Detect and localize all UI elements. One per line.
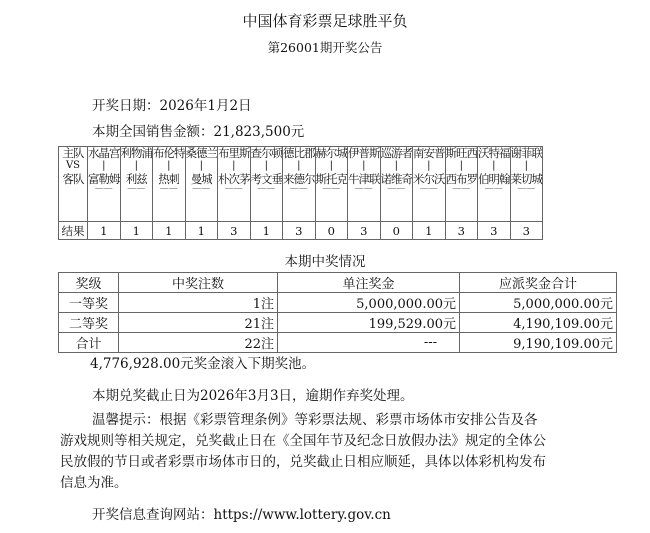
separator: —— <box>127 184 146 194</box>
deadline-note: 本期兑奖截止日为2026年3月3日，逾期作弃奖处理。 <box>92 388 414 404</box>
match-column <box>218 147 251 222</box>
reminder-line: 民放假的节日或者彩票市场体市日的，兑奖截止日相应顺延，具体以体彩机构发布 <box>60 454 546 470</box>
separator: —— <box>159 184 178 194</box>
page-title: 中国体育彩票足球胜平负 <box>242 12 408 30</box>
separator: —— <box>322 184 341 194</box>
away-label: 客队 <box>62 173 84 185</box>
match-column <box>348 147 381 222</box>
separator: —— <box>224 184 243 194</box>
home-team: 伊普斯 <box>348 147 380 159</box>
home-team: 斯旺西 <box>445 147 477 159</box>
separator: —— <box>289 184 308 194</box>
vs-mark: | <box>297 160 301 171</box>
home-team: 利物浦 <box>120 147 152 159</box>
vs-mark: | <box>199 160 203 171</box>
separator: —— <box>484 184 503 194</box>
prize-total: 4,190,109.00元 <box>460 313 617 333</box>
prize-total: 5,000,000.00元 <box>460 293 617 313</box>
result-label: 结果 <box>59 222 88 240</box>
prize-count: 1注 <box>119 293 278 313</box>
header-per: 单注奖金 <box>278 273 460 293</box>
home-team: 布里斯 <box>218 147 250 159</box>
match-result: 3 <box>218 222 251 240</box>
match-column <box>413 147 446 222</box>
match-column <box>250 147 283 222</box>
vs-mark: | <box>102 160 106 171</box>
match-column <box>478 147 511 222</box>
vs-mark: | <box>427 160 431 171</box>
vs-mark: | <box>394 160 398 171</box>
match-column <box>380 147 413 222</box>
away-team: 诺维奇 <box>380 173 412 185</box>
match-result: 1 <box>88 222 121 240</box>
match-result: 3 <box>445 222 478 240</box>
reminder-line: 信息为准。 <box>60 475 128 491</box>
prize-header-row <box>59 273 617 293</box>
prize-per: 5,000,000.00元 <box>278 293 460 313</box>
separator: —— <box>387 184 406 194</box>
prize-level: 一等奖 <box>59 293 119 313</box>
website-line <box>92 503 391 523</box>
match-column <box>88 147 121 222</box>
rollover-note: 4,776,928.00元奖金滚入下期奖池。 <box>90 356 316 372</box>
prize-per: --- <box>278 333 460 353</box>
match-result: 1 <box>250 222 283 240</box>
match-column <box>315 147 348 222</box>
away-team: 富勒姆 <box>88 173 120 185</box>
match-column <box>510 147 543 222</box>
away-team: 米尔沃 <box>413 173 445 185</box>
sales-amount: 21,823,500元 <box>213 124 305 140</box>
match-column <box>445 147 478 222</box>
prize-row-first <box>59 293 617 313</box>
match-column <box>120 147 153 222</box>
vs-mark: | <box>459 160 463 171</box>
vs-mark: | <box>329 160 333 171</box>
match-column <box>185 147 218 222</box>
vs-mark: | <box>167 160 171 171</box>
website-link[interactable]: https://www.lottery.gov.cn <box>213 507 391 523</box>
home-team: 德比郡 <box>283 147 315 159</box>
prize-table <box>58 272 617 353</box>
prize-count: 21注 <box>119 313 278 333</box>
vs-mark: | <box>492 160 496 171</box>
home-label: 主队 <box>62 147 84 159</box>
draw-date-line <box>92 94 252 114</box>
home-team: 沃特福 <box>478 147 510 159</box>
prize-total: 9,190,109.00元 <box>460 333 617 353</box>
match-column <box>283 147 316 222</box>
home-team: 谢菲联 <box>510 147 542 159</box>
separator: —— <box>517 184 536 194</box>
prize-level: 合计 <box>59 333 119 353</box>
header-count: 中奖注数 <box>119 273 278 293</box>
prize-per: 199,529.00元 <box>278 313 460 333</box>
vs-mark: | <box>232 160 236 171</box>
reminder-line: 温馨提示：根据《彩票管理条例》等彩票法规、彩票市场体市安排公告及各 <box>92 412 538 428</box>
separator: —— <box>94 184 113 194</box>
home-team: 南安普 <box>413 147 445 159</box>
away-team: 朴次茅 <box>218 173 250 185</box>
home-team: 水晶宫 <box>88 147 120 159</box>
sales-label: 本期全国销售金额： <box>92 124 214 140</box>
match-result: 3 <box>283 222 316 240</box>
away-team: 斯托克 <box>315 173 347 185</box>
prize-row-second <box>59 313 617 333</box>
home-team: 布伦特 <box>153 147 185 159</box>
match-result: 1 <box>185 222 218 240</box>
away-team: 莱切城 <box>510 173 542 185</box>
separator: —— <box>354 184 373 194</box>
teams-row <box>59 147 543 222</box>
match-result: 3 <box>348 222 381 240</box>
home-team: 赫尔城 <box>315 147 347 159</box>
match-result: 1 <box>413 222 446 240</box>
away-team: 考文垂 <box>250 173 282 185</box>
home-team: 查尔顿 <box>250 147 282 159</box>
header-level: 奖级 <box>59 273 119 293</box>
match-result: 3 <box>478 222 511 240</box>
website-label: 开奖信息查询网站： <box>92 507 214 523</box>
away-team: 西布罗 <box>445 173 477 185</box>
separator: —— <box>257 184 276 194</box>
match-result: 0 <box>315 222 348 240</box>
result-row <box>59 222 543 240</box>
match-result: 1 <box>153 222 186 240</box>
vs-mark: | <box>524 160 528 171</box>
away-team: 来德尔 <box>283 173 315 185</box>
prize-count: 22注 <box>119 333 278 353</box>
away-team: 曼城 <box>190 173 212 185</box>
home-team: 巡游者 <box>380 147 412 159</box>
match-result: 1 <box>120 222 153 240</box>
header-total: 应派奖金合计 <box>460 273 617 293</box>
prize-section-title: 本期中奖情况 <box>284 254 366 270</box>
separator: —— <box>419 184 438 194</box>
reminder-line: 游戏规则等相关规定，兑奖截止日在《全国年节及纪念日放假办法》规定的全体公 <box>60 433 546 449</box>
separator: —— <box>192 184 211 194</box>
match-table <box>58 146 543 240</box>
team-row-labels <box>59 147 88 222</box>
match-result: 0 <box>380 222 413 240</box>
draw-date-label: 开奖日期： <box>92 98 160 114</box>
vs-mark: | <box>264 160 268 171</box>
separator: —— <box>452 184 471 194</box>
vs-mark: | <box>134 160 138 171</box>
away-team: 伯明翰 <box>478 173 510 185</box>
match-result: 3 <box>510 222 543 240</box>
sales-line <box>92 120 304 140</box>
away-team: 利兹 <box>125 173 147 185</box>
draw-date: 2026年1月2日 <box>159 98 252 114</box>
away-team: 牛津联 <box>348 173 380 185</box>
prize-level: 二等奖 <box>59 313 119 333</box>
reminder-block <box>60 410 592 494</box>
draw-number: 第26001期开奖公告 <box>267 40 383 55</box>
vs-mark: | <box>362 160 366 171</box>
prize-row-total <box>59 333 617 353</box>
match-column <box>153 147 186 222</box>
away-team: 热刺 <box>158 173 180 185</box>
home-team: 桑德兰 <box>185 147 217 159</box>
vs-label: VS <box>65 160 81 171</box>
